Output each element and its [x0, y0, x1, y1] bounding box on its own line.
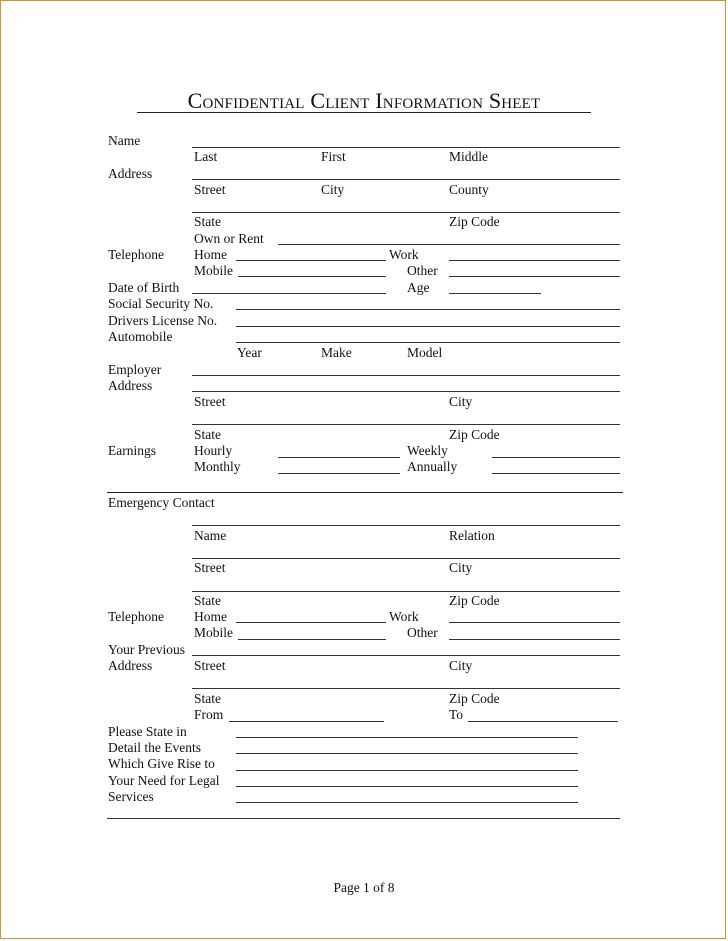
dob-field[interactable] — [192, 293, 386, 294]
previous-zip-label: Zip Code — [449, 691, 500, 706]
mobile-phone-label: Mobile — [194, 263, 233, 278]
from-field[interactable] — [229, 721, 384, 722]
emergency-street-field[interactable] — [192, 558, 620, 559]
emergency-work-field[interactable] — [449, 622, 620, 623]
emergency-state-label: State — [194, 593, 221, 608]
other-phone-field[interactable] — [449, 276, 620, 277]
make-label: Make — [321, 345, 352, 360]
emergency-other-label: Other — [407, 625, 438, 640]
model-label: Model — [407, 345, 443, 360]
emergency-state-zip-field[interactable] — [192, 591, 620, 592]
emergency-name-field[interactable] — [192, 525, 620, 526]
detail-line-5[interactable] — [236, 802, 578, 803]
page-title: Confidential Client Information Sheet — [187, 88, 541, 113]
to-field[interactable] — [468, 721, 618, 722]
city-label: City — [321, 182, 345, 197]
detail-line-3[interactable] — [236, 770, 578, 771]
emergency-name-label: Name — [194, 528, 227, 543]
weekly-field[interactable] — [492, 457, 620, 458]
first-label: First — [321, 149, 346, 164]
previous-state-label: State — [194, 691, 221, 706]
emergency-work-label: Work — [389, 609, 419, 624]
county-label: County — [449, 182, 489, 197]
home-phone-field[interactable] — [236, 260, 386, 261]
license-field[interactable] — [236, 326, 620, 327]
emergency-mobile-label: Mobile — [194, 625, 233, 640]
automobile-field[interactable] — [236, 342, 620, 343]
emergency-home-label: Home — [194, 609, 227, 624]
title-underline — [137, 112, 591, 113]
previous-state-zip-field[interactable] — [192, 688, 620, 689]
age-field[interactable] — [449, 293, 541, 294]
work-phone-label: Work — [389, 247, 419, 262]
previous-address-label: Your Previous — [108, 642, 186, 657]
hourly-label: Hourly — [194, 443, 233, 458]
home-phone-label: Home — [194, 247, 227, 262]
license-label: Drivers License No. — [108, 313, 218, 328]
zip-label: Zip Code — [449, 214, 500, 229]
age-label: Age — [407, 280, 430, 295]
ssn-field[interactable] — [236, 309, 620, 310]
detail-label-1: Please State in — [108, 724, 187, 739]
ssn-label: Social Security No. — [108, 296, 214, 311]
employer-zip-label: Zip Code — [449, 427, 500, 442]
emergency-zip-label: Zip Code — [449, 593, 500, 608]
detail-label-5: Services — [108, 789, 154, 804]
address-label: Address — [108, 166, 153, 181]
dob-label: Date of Birth — [108, 280, 180, 295]
emergency-mobile-field[interactable] — [238, 639, 386, 640]
emergency-relation-label: Relation — [449, 528, 495, 543]
last-label: Last — [194, 149, 218, 164]
annually-field[interactable] — [492, 473, 620, 474]
own-rent-field[interactable] — [278, 244, 620, 245]
employer-city-label: City — [449, 394, 473, 409]
detail-line-4[interactable] — [236, 786, 578, 787]
employer-state-zip-field[interactable] — [192, 424, 620, 425]
monthly-field[interactable] — [278, 473, 400, 474]
hourly-field[interactable] — [278, 457, 400, 458]
emergency-other-field[interactable] — [449, 639, 620, 640]
previous-city-label: City — [449, 658, 473, 673]
state-zip-field[interactable] — [192, 212, 620, 213]
section-divider — [107, 492, 623, 493]
employer-address-field[interactable] — [192, 391, 620, 392]
emergency-telephone-label: Telephone — [108, 609, 165, 624]
employer-state-label: State — [194, 427, 221, 442]
page-number: Page 1 of 8 — [333, 880, 395, 895]
employer-field[interactable] — [192, 375, 620, 376]
emergency-home-field[interactable] — [236, 622, 386, 623]
monthly-label: Monthly — [194, 459, 241, 474]
telephone-label: Telephone — [108, 247, 165, 262]
employer-street-label: Street — [194, 394, 226, 409]
from-label: From — [194, 707, 224, 722]
to-label: To — [449, 707, 464, 722]
employer-label: Employer — [108, 362, 162, 377]
emergency-city-label: City — [449, 560, 473, 575]
own-rent-label: Own or Rent — [194, 231, 264, 246]
name-field[interactable] — [192, 147, 620, 148]
previous-address-label-2: Address — [108, 658, 153, 673]
automobile-label: Automobile — [108, 329, 173, 344]
year-label: Year — [237, 345, 262, 360]
address-field[interactable] — [192, 179, 620, 180]
detail-line-2[interactable] — [236, 753, 578, 754]
detail-line-6[interactable] — [107, 818, 620, 819]
detail-label-4: Your Need for Legal — [108, 773, 220, 788]
name-label: Name — [108, 133, 141, 148]
street-label: Street — [194, 182, 226, 197]
mobile-phone-field[interactable] — [238, 276, 386, 277]
earnings-label: Earnings — [108, 443, 156, 458]
emergency-contact-heading: Emergency Contact — [108, 495, 215, 510]
employer-address-label: Address — [108, 378, 153, 393]
detail-line-1[interactable] — [236, 737, 578, 738]
detail-label-3: Which Give Rise to — [108, 756, 215, 771]
middle-label: Middle — [449, 149, 488, 164]
emergency-street-label: Street — [194, 560, 226, 575]
detail-label-2: Detail the Events — [108, 740, 201, 755]
previous-address-field[interactable] — [192, 655, 620, 656]
weekly-label: Weekly — [407, 443, 448, 458]
other-phone-label: Other — [407, 263, 438, 278]
previous-street-label: Street — [194, 658, 226, 673]
state-label: State — [194, 214, 221, 229]
work-phone-field[interactable] — [449, 260, 620, 261]
annually-label: Annually — [407, 459, 458, 474]
